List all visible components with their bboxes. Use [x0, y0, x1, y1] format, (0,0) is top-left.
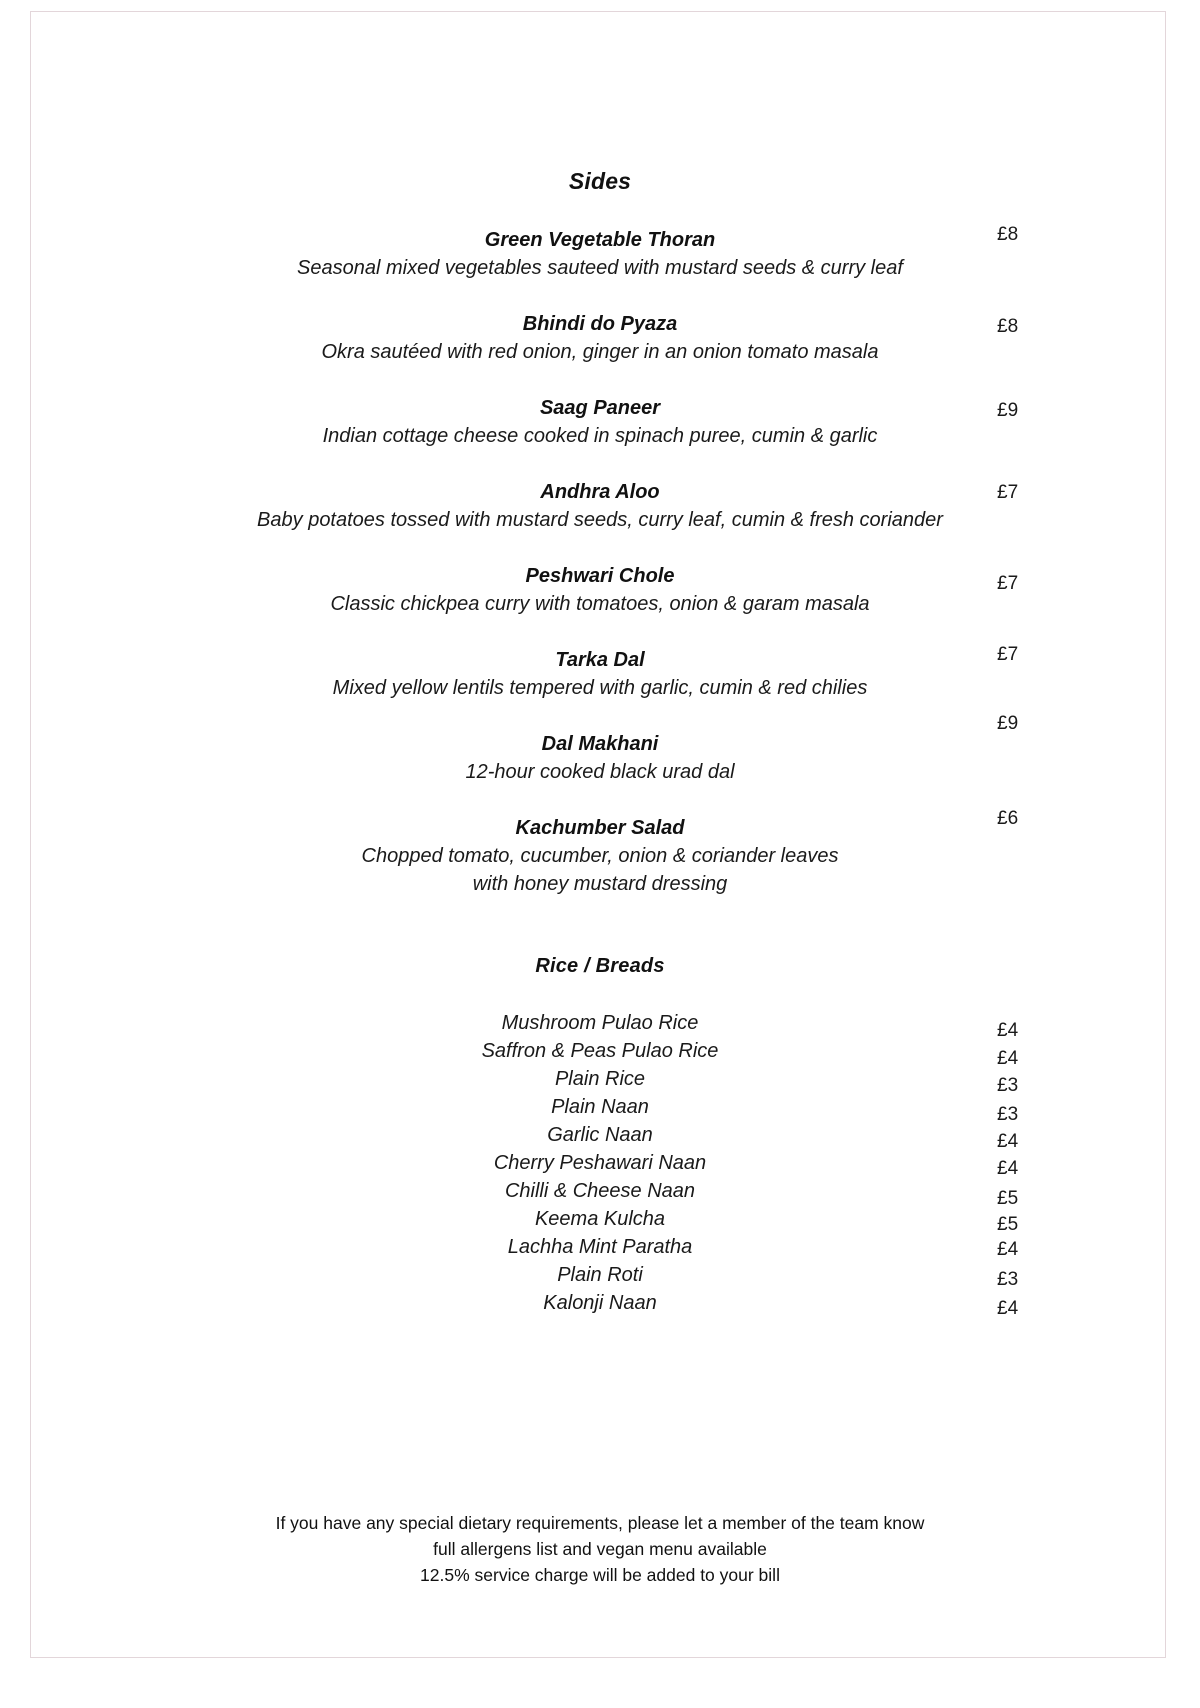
dish-description: Seasonal mixed vegetables sauteed with mustard seeds & curry leaf	[297, 257, 903, 279]
item-name: Mushroom Pulao Rice	[501, 1012, 699, 1034]
dish-description: Okra sautéed with red onion, ginger in an onion tomato masala	[321, 341, 879, 363]
dietary-note: If you have any special dietary requirements, please let a member of the team know	[275, 1513, 925, 1533]
item-name: Saffron & Peas Pulao Rice	[481, 1040, 719, 1062]
dish-price: £7	[997, 482, 1019, 503]
dish-name: Andhra Aloo	[540, 481, 660, 503]
item-name: Garlic Naan	[547, 1124, 653, 1146]
dish-description: Chopped tomato, cucumber, onion & coriander leaves	[361, 845, 839, 867]
item-price: £4	[997, 1158, 1019, 1179]
dish-price: £8	[997, 316, 1019, 337]
dish-price: £7	[997, 573, 1019, 594]
item-name: Chilli & Cheese Naan	[504, 1180, 696, 1202]
item-price: £5	[997, 1214, 1019, 1235]
dish-price: £7	[997, 644, 1019, 665]
dish-price: £9	[997, 400, 1019, 421]
item-name: Plain Rice	[554, 1068, 646, 1090]
dish-name: Peshwari Chole	[525, 565, 675, 587]
allergens-note: full allergens list and vegan menu available	[433, 1539, 767, 1559]
item-name: Keema Kulcha	[534, 1208, 666, 1230]
item-name: Kalonji Naan	[543, 1292, 657, 1314]
dish-description: Indian cottage cheese cooked in spinach puree, cumin & garlic	[322, 425, 878, 447]
dish-description: Mixed yellow lentils tempered with garlic, cumin & red chilies	[332, 677, 868, 699]
dish-price: £6	[997, 808, 1019, 829]
sides-section-title: Sides	[568, 168, 632, 194]
service-charge-note: 12.5% service charge will be added to your bill	[420, 1565, 780, 1585]
item-name: Lachha Mint Paratha	[507, 1236, 693, 1258]
dish-name: Dal Makhani	[541, 733, 659, 755]
rice-breads-section-title: Rice / Breads	[535, 955, 665, 977]
item-price: £4	[997, 1298, 1019, 1319]
item-price: £5	[997, 1188, 1019, 1209]
dish-name: Kachumber Salad	[515, 817, 685, 839]
dish-name: Bhindi do Pyaza	[522, 313, 678, 335]
item-price: £4	[997, 1048, 1019, 1069]
item-name: Cherry Peshawari Naan	[493, 1152, 707, 1174]
dish-name: Saag Paneer	[539, 397, 661, 419]
item-price: £4	[997, 1020, 1019, 1041]
item-price: £3	[997, 1075, 1019, 1096]
dish-description: 12-hour cooked black urad dal	[465, 761, 735, 783]
item-name: Plain Naan	[551, 1096, 649, 1118]
dish-description: Baby potatoes tossed with mustard seeds, curry leaf, cumin & fresh coriander	[257, 509, 943, 531]
item-price: £3	[997, 1104, 1019, 1125]
dish-name: Tarka Dal	[555, 649, 645, 671]
item-price: £4	[997, 1239, 1019, 1260]
dish-description-line-2: with honey mustard dressing	[472, 873, 728, 895]
item-price: £3	[997, 1269, 1019, 1290]
dish-description: Classic chickpea curry with tomatoes, onion & garam masala	[330, 593, 870, 615]
dish-price: £9	[997, 713, 1019, 734]
item-price: £4	[997, 1131, 1019, 1152]
dish-price: £8	[997, 224, 1019, 245]
item-name: Plain Roti	[557, 1264, 643, 1286]
dish-name: Green Vegetable Thoran	[484, 229, 716, 251]
